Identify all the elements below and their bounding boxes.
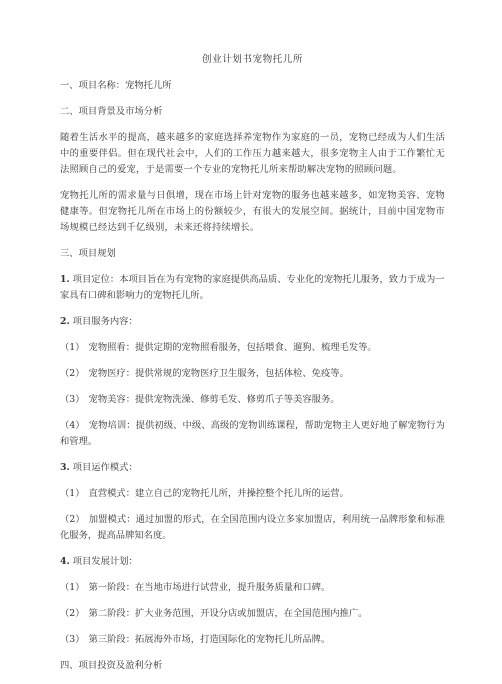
list-item-text: 直营模式：建立自己的宠物托儿所，并操控整个托儿所的运营。 [88,488,349,499]
list-item-text: 宠物美容：提供宠物洗澡、修剪毛发、修剪爪子等美容服务。 [88,394,340,405]
subsection-positioning [60,272,445,304]
section-heading-investment: 四、项目投资及盈利分析 [60,660,163,671]
list-item-text: 第一阶段：在当地市场进行试营业，提升服务质量和口碑。 [88,582,331,593]
subsection-text: 项目运作模式： [72,462,138,473]
document-page [60,52,445,684]
section-heading-name: 一、项目名称：宠物托儿所 [60,80,172,91]
list-item-text: 第三阶段：拓展海外市场，打造国际化的宠物托儿所品牌。 [88,634,331,645]
list-item-text: 宠物医疗：提供常规的宠物医疗卫生服务，包括体检、免疫等。 [88,368,349,379]
list-item-text: 加盟模式：通过加盟的形式，在全国范围内设立多家加盟店，利用统一品牌形象和标准化服务，提高品牌知名度。 [60,514,445,541]
list-item [60,580,445,596]
list-item-index: （3） [60,634,85,645]
subsection-number: 4. [60,556,70,567]
list-item-index: （1） [60,488,85,499]
list-item [60,418,445,450]
list-item-index: （1） [60,582,85,593]
list-item [60,512,445,544]
list-item [60,606,445,622]
section-heading-background: 二、项目背景及市场分析 [60,106,163,117]
document-title: 创业计划书宠物托儿所 [202,54,303,65]
list-item [60,486,445,502]
list-item-text: 宠物照看：提供定期的宠物照看服务，包括喂食、遛狗、梳理毛发等。 [88,342,377,353]
subsection-number: 1. [60,274,70,285]
list-item-text: 第二阶段：扩大业务范围，开设分店或加盟店，在全国范围内推广。 [88,608,368,619]
subsection-number: 2. [60,316,70,327]
subsection-operation [60,460,445,476]
list-item [60,340,445,356]
list-item-index: （4） [60,420,85,431]
subsection-text: 项目定位：本项目旨在为有宠物的家庭提供高品质、专业化的宠物托儿服务，致力于成为一家具有口碑和影响力的宠物托儿所。 [60,274,445,301]
subsection-services [60,314,445,330]
paragraph-background-2: 宠物托儿所的需求量与日俱增，现在市场上针对宠物的服务也越来越多，如宠物美容、宠物健康等。但宠物托儿所在市场上的份额较少，有很大的发展空间。据统计，目前中国宠物市场规模已经达到千亿级别，未来还将持续增长。 [60,190,445,233]
subsection-development [60,554,445,570]
list-item-text: 宠物培训：提供初级、中级、高级的宠物训练课程，帮助宠物主人更好地了解宠物行为和管理。 [60,420,445,447]
list-item-index: （2） [60,608,85,619]
paragraph-background-1: 随着生活水平的提高，越来越多的家庭选择养宠物作为家庭的一员，宠物已经成为人们生活中的重要伴侣。但在现代社会中，人们的工作压力越来越大，很多宠物主人由于工作繁忙无法照顾自己的爱宠，于是需要一个专业的宠物托儿所来帮助解决宠物的照顾问题。 [60,132,445,175]
subsection-number: 3. [60,462,70,473]
subsection-text: 项目服务内容： [72,316,138,327]
section-heading-planning: 三、项目规划 [60,248,116,259]
list-item [60,366,445,382]
subsection-text: 项目发展计划： [72,556,138,567]
list-item-index: （2） [60,514,85,525]
list-item-index: （1） [60,342,85,353]
list-item [60,392,445,408]
list-item-index: （3） [60,394,85,405]
list-item [60,632,445,648]
list-item-index: （2） [60,368,85,379]
